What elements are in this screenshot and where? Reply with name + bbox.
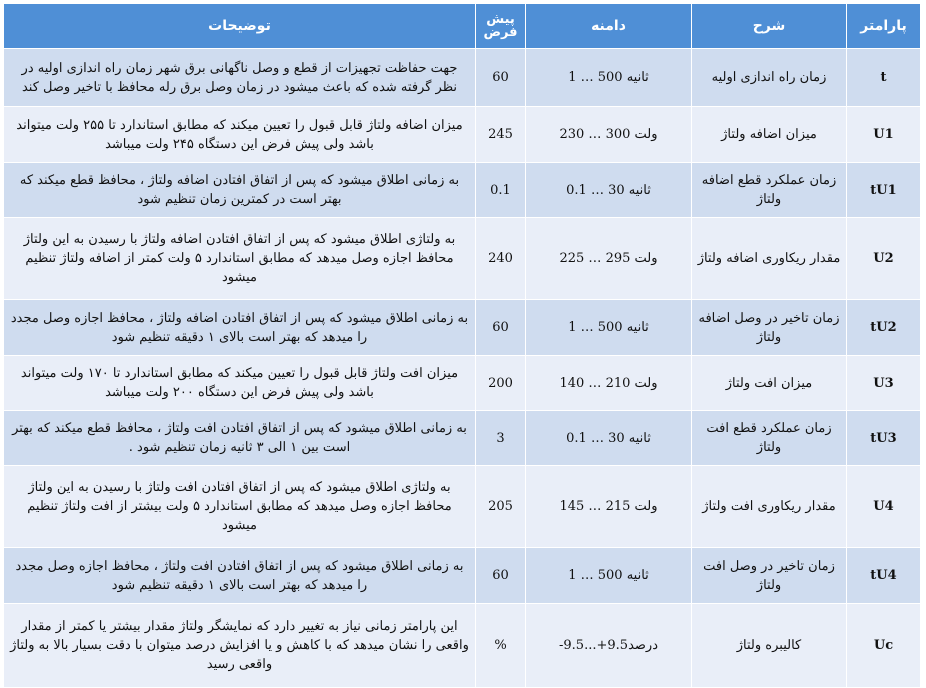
table-row: [4, 548, 921, 604]
param-description: به زمانی اطلاق میشود که پس از اتفاق افتادن اضافه ولتاژ ، محافظ قطع میکند که بهتر است در کمترین زمان تنظیم شود: [4, 163, 476, 218]
param-range: ولت 210 … 140: [526, 356, 692, 411]
param-description: به زمانی اطلاق میشود که پس از اتفاق افتادن اضافه ولتاژ ، محافظ اجازه وصل مجدد را میدهد که بهتر است بالای ۱ دقیقه تنظیم شود: [4, 300, 476, 356]
param-description: به زمانی اطلاق میشود که پس از اتفاق افتادن افت ولتاژ ، محافظ اجازه وصل مجدد را میدهد که بهتر است بالای ۱ دقیقه تنظیم شود: [4, 548, 476, 604]
param-code: U4: [847, 466, 921, 548]
param-default: 60: [476, 49, 526, 107]
table-row: [4, 218, 921, 300]
param-name: زمان عملکرد قطع افت ولتاژ: [692, 411, 847, 466]
table-row: [4, 411, 921, 466]
header-range: دامنه: [526, 4, 692, 49]
param-range: ولت 215 … 145: [526, 466, 692, 548]
param-range: درصد9.5+...9.5-: [526, 604, 692, 688]
param-default: 0.1: [476, 163, 526, 218]
param-range: ولت 295 … 225: [526, 218, 692, 300]
param-description: به ولتاژی اطلاق میشود که پس از اتفاق افتادن اضافه ولتاژ با رسیدن به این ولتاژ محافظ اجازه وصل میدهد که مطابق استاندارد ۵ ولت کمتر از اضافه ولتاژ تنظیم میشود: [4, 218, 476, 300]
param-name: زمان تاخیر در وصل افت ولتاژ: [692, 548, 847, 604]
table-row: [4, 604, 921, 688]
param-description: میزان افت ولتاژ قابل قبول را تعیین میکند که مطابق استاندارد تا ۱۷۰ ولت میتواند باشد ولی پیش فرض این دستگاه ۲۰۰ ولت میباشد: [4, 356, 476, 411]
header-row: [4, 4, 921, 49]
param-range: ولت 300 … 230: [526, 107, 692, 163]
param-name: میزان اضافه ولتاژ: [692, 107, 847, 163]
param-range: ثانیه 30 … 0.1: [526, 411, 692, 466]
param-default: 60: [476, 300, 526, 356]
table-row: [4, 356, 921, 411]
param-default: 205: [476, 466, 526, 548]
param-code: t: [847, 49, 921, 107]
param-range: ثانیه 30 … 0.1: [526, 163, 692, 218]
param-default: 245: [476, 107, 526, 163]
param-default: 240: [476, 218, 526, 300]
parameter-table-container: [3, 3, 920, 685]
param-range: ثانیه 500 … 1: [526, 548, 692, 604]
param-name: زمان راه اندازی اولیه: [692, 49, 847, 107]
param-code: U1: [847, 107, 921, 163]
param-range: ثانیه 500 … 1: [526, 300, 692, 356]
parameter-table: [3, 3, 921, 688]
table-row: [4, 163, 921, 218]
table-row: [4, 300, 921, 356]
param-default: %: [476, 604, 526, 688]
table-row: [4, 49, 921, 107]
param-default: 60: [476, 548, 526, 604]
param-name: زمان تاخیر در وصل اضافه ولتاژ: [692, 300, 847, 356]
param-name: میزان افت ولتاژ: [692, 356, 847, 411]
param-code: tU3: [847, 411, 921, 466]
table-row: [4, 107, 921, 163]
param-default: 3: [476, 411, 526, 466]
param-code: tU4: [847, 548, 921, 604]
table-row: [4, 466, 921, 548]
param-name: زمان عملکرد قطع اضافه ولتاژ: [692, 163, 847, 218]
param-code: U3: [847, 356, 921, 411]
param-description: میزان اضافه ولتاژ قابل قبول را تعیین میکند که مطابق استاندارد تا ۲۵۵ ولت میتواند باشد ولی پیش فرض این دستگاه ۲۴۵ ولت میباشد: [4, 107, 476, 163]
param-description: به زمانی اطلاق میشود که پس از اتفاق افتادن افت ولتاژ ، محافظ قطع میکند که بهتر است بین ۱ الی ۳ ثانیه زمان تنظیم شود .: [4, 411, 476, 466]
param-description: به ولتاژی اطلاق میشود که پس از اتفاق افتادن افت ولتاژ با رسیدن به این ولتاژ محافظ اجازه وصل میدهد که مطابق استاندارد ۵ ولت بیشتر از افت ولتاژ تنظیم میشود: [4, 466, 476, 548]
param-description: جهت حفاظت تجهیزات از قطع و وصل ناگهانی برق شهر زمان راه اندازی اولیه در نظر گرفته شده که باعث میشود در زمان وصل برق رله محافظ با تاخیر وصل کند: [4, 49, 476, 107]
param-default: 200: [476, 356, 526, 411]
param-code: tU2: [847, 300, 921, 356]
param-code: tU1: [847, 163, 921, 218]
param-code: U2: [847, 218, 921, 300]
param-range: ثانیه 500 … 1: [526, 49, 692, 107]
param-description: این پارامتر زمانی نیاز به تغییر دارد که نمایشگر ولتاژ مقدار بیشتر یا کمتر از مقدار واقعی را نشان میدهد که با کاهش و یا افزایش درصد میتوان با دقت بسیار بالا به ولتاژ واقعی رسید: [4, 604, 476, 688]
header-name: شرح: [692, 4, 847, 49]
header-default: پیش فرض: [476, 4, 526, 49]
param-code: Uc: [847, 604, 921, 688]
header-param: پارامتر: [847, 4, 921, 49]
param-name: مقدار ریکاوری اضافه ولتاژ: [692, 218, 847, 300]
header-desc: توضیحات: [4, 4, 476, 49]
param-name: کالیبره ولتاژ: [692, 604, 847, 688]
param-name: مقدار ریکاوری افت ولتاژ: [692, 466, 847, 548]
